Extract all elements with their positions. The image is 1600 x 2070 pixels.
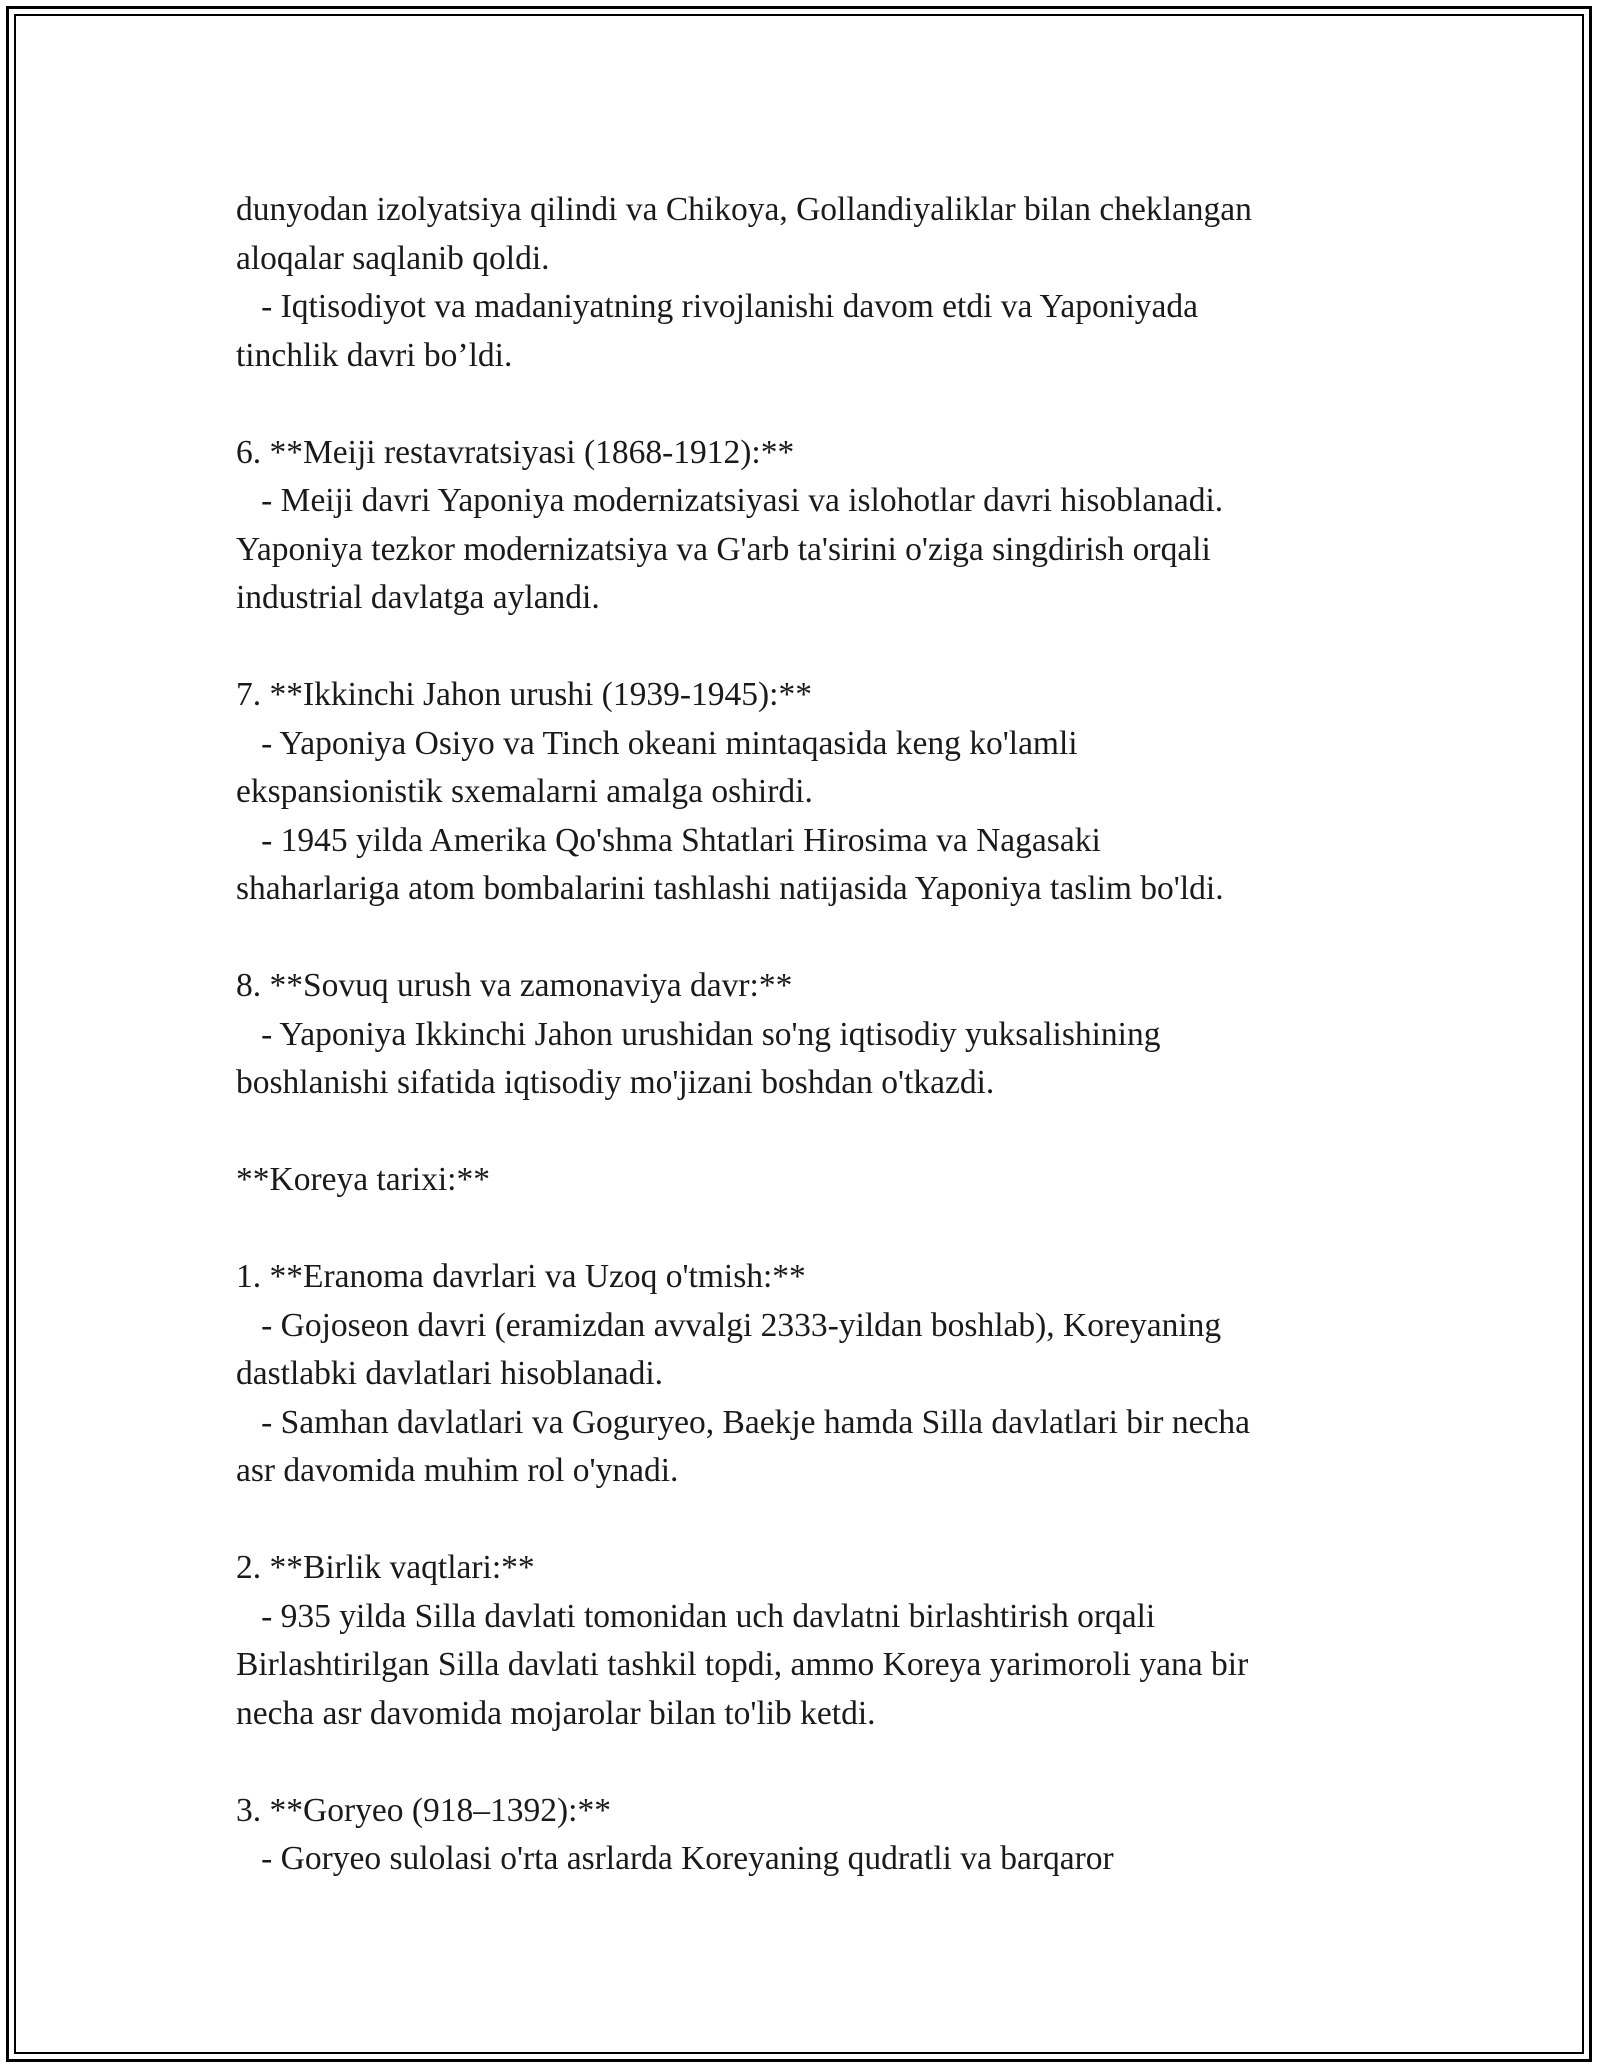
text-line: - Meiji davri Yaponiya modernizatsiyasi va islohotlar davri hisoblanadi.: [236, 482, 1224, 519]
blank-line: [236, 914, 1386, 963]
text-line: asr davomida muhim rol o'ynadi.: [236, 1452, 679, 1489]
text-line: boshlanishi sifatida iqtisodiy mo'jizani boshdan o'tkazdi.: [236, 1064, 995, 1101]
section-heading: 7. **Ikkinchi Jahon urushi (1939-1945):**: [236, 676, 812, 713]
section-heading: 1. **Eranoma davrlari va Uzoq o'tmish:**: [236, 1258, 806, 1295]
text-line: Yaponiya tezkor modernizatsiya va G'arb ta'sirini o'ziga singdirish orqali: [236, 530, 1211, 568]
text-line: - 1945 yilda Amerika Qo'shma Shtatlari Hirosima va Nagasaki: [236, 821, 1101, 859]
blank-line: [236, 1738, 1386, 1787]
section-heading: 2. **Birlik vaqtlari:**: [236, 1549, 535, 1586]
document-body: [236, 186, 1386, 1884]
text-line: tinchlik davri bo’ldi.: [236, 336, 513, 374]
text-line: necha asr davomida mojarolar bilan to'lib ketdi.: [236, 1694, 876, 1732]
text-line: - Yaponiya Osiyo va Tinch okeani mintaqasida keng ko'lamli: [236, 724, 1078, 762]
text-line: ekspansionistik sxemalarni amalga oshirdi.: [236, 773, 813, 810]
text-line: - Gojoseon davri (eramizdan avvalgi 2333-yildan boshlab), Koreyaning: [236, 1306, 1222, 1344]
section-heading: 8. **Sovuq urush va zamonaviya davr:**: [236, 967, 793, 1004]
text-line: dunyodan izolyatsiya qilindi va Chikoya, Gollandiyaliklar bilan cheklangan: [236, 191, 1252, 228]
text-line: - Yaponiya Ikkinchi Jahon urushidan so'ng iqtisodiy yuksalishining: [236, 1015, 1161, 1053]
text-line: - Goryeo sulolasi o'rta asrlarda Koreyaning qudratli va barqaror: [236, 1840, 1114, 1877]
text-line: - 935 yilda Silla davlati tomonidan uch davlatni birlashtirish orqali: [236, 1597, 1156, 1635]
text-line: dastlabki davlatlari hisoblanadi.: [236, 1355, 664, 1392]
text-line: aloqalar saqlanib qoldi.: [236, 239, 550, 277]
section-heading: 6. **Meiji restavratsiyasi (1868-1912):**: [236, 433, 795, 471]
chapter-heading: **Koreya tarixi:**: [236, 1161, 490, 1198]
text-line: shaharlariga atom bombalarini tashlashi natijasida Yaponiya taslim bo'ldi.: [236, 870, 1224, 907]
blank-line: [236, 1108, 1386, 1157]
blank-line: [236, 380, 1386, 429]
text-line: Birlashtirilgan Silla davlati tashkil topdi, ammo Koreya yarimoroli yana bir: [236, 1646, 1249, 1683]
section-heading: 3. **Goryeo (918–1392):**: [236, 1791, 611, 1829]
blank-line: [236, 623, 1386, 672]
text-line: - Iqtisodiyot va madaniyatning rivojlanishi davom etdi va Yaponiyada: [236, 288, 1199, 325]
blank-line: [236, 1205, 1386, 1254]
blank-line: [236, 1496, 1386, 1545]
text-line: - Samhan davlatlari va Goguryeo, Baekje hamda Silla davlatlari bir necha: [236, 1403, 1250, 1441]
text-line: industrial davlatga aylandi.: [236, 579, 600, 616]
